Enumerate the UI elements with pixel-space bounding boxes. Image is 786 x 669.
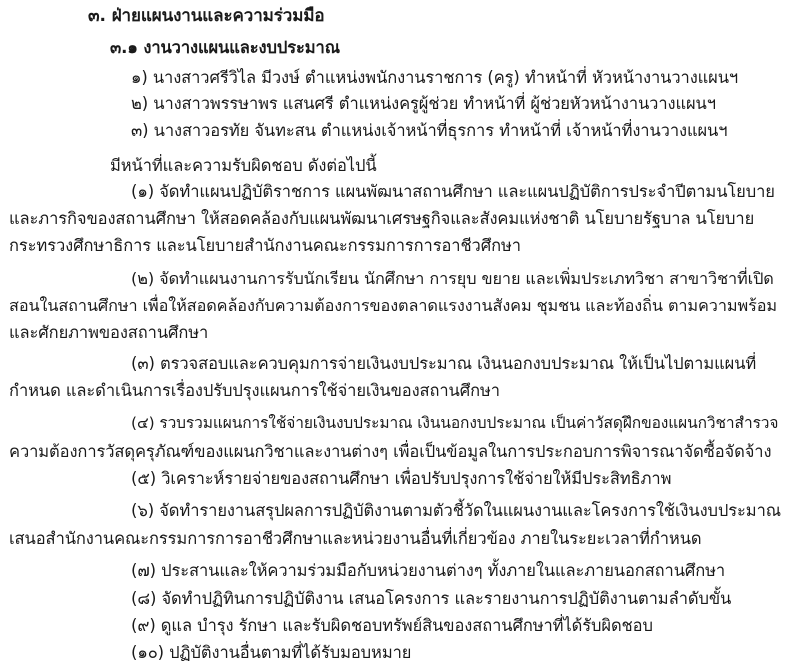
duty-line: (๓) ตรวจสอบและควบคุมการจ่ายเงินงบประมาณ เงินนอกงบประมาณ ให้เป็นไปตามแผนที่	[131, 354, 757, 373]
duty-line: และศักยภาพของสถานศึกษา	[9, 323, 209, 342]
duty-line: กำหนด และดำเนินการเรื่องปรับปรุงแผนการใช้จ่ายเงินของสถานศึกษา	[9, 381, 500, 400]
subsection-title: ๓.๑ งานวางแผนและงบประมาณ	[110, 38, 340, 57]
member-line: ๒) นางสาวพรรษาพร แสนศรี ตำแหน่งครูผู้ช่วย ทำหน้าที่ ผู้ช่วยหัวหน้างานวางแผนฯ	[131, 94, 716, 113]
duty-line: สอนในสถานศึกษา เพื่อให้สอดคล้องกับความต้องการของตลาดแรงงานสังคม ชุมชน และท้องถิ่น ตามความพร้อม	[9, 296, 777, 315]
duty-line: กระทรวงศึกษาธิการ และนโยบายสำนักงานคณะกรรมการการอาชีวศึกษา	[9, 236, 521, 255]
duty-line: (๘) จัดทำปฏิทินการปฏิบัติงาน เสนอโครงการ และรายงานการปฏิบัติงานตามลำดับขั้น	[131, 589, 732, 608]
duty-line: (๕) วิเคราะห์รายจ่ายของสถานศึกษา เพื่อปรับปรุงการใช้จ่ายให้มีประสิทธิภาพ	[131, 469, 672, 488]
duty-line: (๖) จัดทำรายงานสรุปผลการปฏิบัติงานตามตัวชี้วัดในแผนงานและโครงการใช้เงินงบประมาณ	[131, 501, 781, 520]
duty-line: (๑) จัดทำแผนปฏิบัติราชการ แผนพัฒนาสถานศึกษา และแผนปฏิบัติการประจำปีตามนโยบาย	[131, 182, 775, 201]
duty-line: และภารกิจของสถานศึกษา ให้สอดคล้องกับแผนพัฒนาเศรษฐกิจและสังคมแห่งชาติ นโยบายรัฐบาล นโยบาย	[9, 209, 755, 228]
section-title: ๓. ฝ่ายแผนงานและความร่วมมือ	[88, 6, 325, 26]
duty-line: (๔) รวบรวมแผนการใช้จ่ายเงินงบประมาณ เงินนอกงบประมาณ เป็นค่าวัสดุฝึกของแผนกวิชาสำรวจ	[131, 414, 779, 432]
duty-line: (๗) ประสานและให้ความร่วมมือกับหน่วยงานต่างๆ ทั้งภายในและภายนอกสถานศึกษา	[131, 561, 726, 580]
duty-line: (๑๐) ปฏิบัติงานอื่นตามที่ได้รับมอบหมาย	[131, 643, 412, 662]
duty-line: (๒) จัดทำแผนงานการรับนักเรียน นักศึกษา การยุบ ขยาย และเพิ่มประเภทวิชา สาขาวิชาที่เปิด	[131, 269, 774, 288]
duty-line: เสนอสำนักงานคณะกรรมการการอาชีวศึกษาและหน่วยงานอื่นที่เกี่ยวข้อง ภายในระยะเวลาที่กำหนด	[9, 529, 702, 548]
member-line: ๓) นางสาวอรทัย จันทะสน ตำแหน่งเจ้าหน้าที่ธุรการ ทำหน้าที่ เจ้าหน้าที่งานวางแผนฯ	[131, 121, 728, 140]
duty-line: (๙) ดูแล บำรุง รักษา และรับผิดชอบทรัพย์สินของสถานศึกษาที่ได้รับผิดชอบ	[131, 616, 653, 635]
duty-line: ความต้องการวัสดุครุภัณฑ์ของแผนกวิชาและงานต่างๆ เพื่อเป็นข้อมูลในการประกอบการพิจารณาจัดซื้อจัดจ้าง	[9, 442, 772, 461]
member-line: ๑) นางสาวศรีวิไล มีวงษ์ ตำแหน่งพนักงานราชการ (ครู) ทำหน้าที่ หัวหน้างานวางแผนฯ	[131, 68, 739, 87]
duties-heading: มีหน้าที่และความรับผิดชอบ ดังต่อไปนี้	[110, 156, 377, 175]
